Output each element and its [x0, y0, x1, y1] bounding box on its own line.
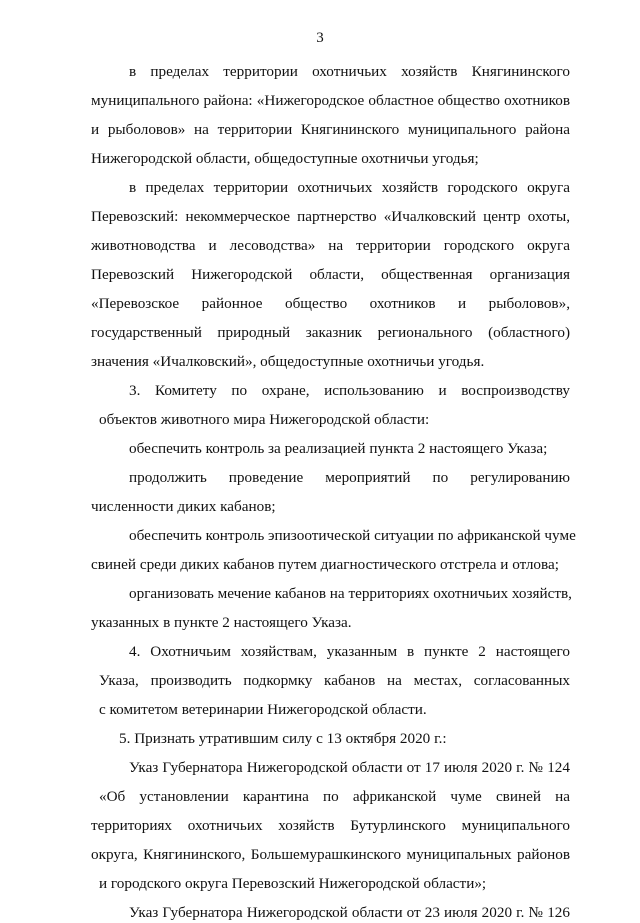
text-line: животноводства и лесоводства» на территории городского округа: [91, 237, 570, 254]
text-line: и городского округа Перевозский Нижегородской области»;: [99, 875, 487, 892]
text-line: Перевозский Нижегородской области, общественная организация: [91, 266, 570, 283]
text-line: значения «Ичалковский», общедоступные охотничьи угодья.: [91, 353, 485, 370]
text-line: свиней среди диких кабанов путем диагностического отстрела и отлова;: [91, 556, 559, 573]
text-line: в пределах территории охотничьих хозяйств городского округа: [129, 179, 570, 196]
text-line: указанных в пункте 2 настоящего Указа.: [91, 614, 352, 631]
text-line: «Перевозское районное общество охотников и рыболовов»,: [91, 295, 570, 312]
text-line: объектов животного мира Нижегородской области:: [99, 411, 430, 428]
text-line: Указа, производить подкормку кабанов на местах, согласованных: [99, 672, 570, 689]
text-line: обеспечить контроль за реализацией пункта 2 настоящего Указа;: [129, 440, 548, 457]
page-number: 3: [316, 30, 324, 46]
text-line: Нижегородской области, общедоступные охотничьи угодья;: [91, 150, 479, 167]
text-line: Указ Губернатора Нижегородской области от 23 июля 2020 г. № 126: [129, 904, 570, 921]
text-line: продолжить проведение мероприятий по регулированию: [129, 469, 570, 486]
text-line: территориях охотничьих хозяйств Бутурлинского муниципального: [91, 817, 570, 834]
text-line: с комитетом ветеринарии Нижегородской области.: [99, 701, 427, 718]
text-line: государственный природный заказник регионального (областного): [91, 324, 570, 341]
text-line: в пределах территории охотничьих хозяйств Княгининского: [129, 63, 570, 80]
text-line: 5. Признать утратившим силу с 13 октября 2020 г.:: [119, 730, 447, 747]
text-line: численности диких кабанов;: [91, 498, 276, 515]
text-line: округа, Княгининского, Большемурашкинского муниципальных районов: [91, 846, 570, 863]
text-line: организовать мечение кабанов на территориях охотничьих хозяйств,: [129, 585, 572, 602]
text-line: и рыболовов» на территории Княгининского муниципального района: [91, 121, 570, 138]
text-line: 3. Комитету по охране, использованию и воспроизводству: [129, 382, 570, 399]
text-line: 4. Охотничьим хозяйствам, указанным в пункте 2 настоящего: [129, 643, 570, 660]
text-line: «Об установлении карантина по африканской чуме свиней на: [99, 788, 570, 805]
text-line: обеспечить контроль эпизоотической ситуации по африканской чуме: [129, 527, 576, 544]
text-line: муниципального района: «Нижегородское областное общество охотников: [91, 92, 570, 109]
text-line: Перевозский: некоммерческое партнерство «Ичалковский центр охоты,: [91, 208, 570, 225]
text-line: Указ Губернатора Нижегородской области от 17 июля 2020 г. № 124: [129, 759, 570, 776]
